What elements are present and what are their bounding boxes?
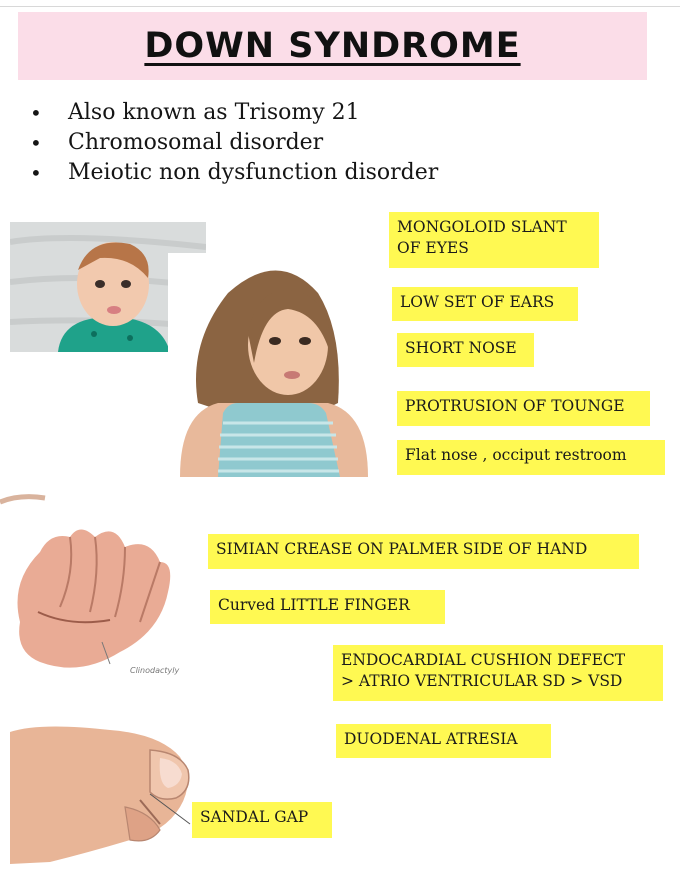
label-eyes: MONGOLOID SLANT OF EYES (389, 212, 599, 268)
bullet-dot-icon: • (30, 161, 42, 185)
bullet-item: • Also known as Trisomy 21 (30, 98, 438, 128)
label-sandal-gap: SANDAL GAP (192, 802, 332, 838)
top-divider (0, 6, 680, 7)
page-title: DOWN SYNDROME (144, 26, 521, 66)
bullet-list (30, 98, 438, 188)
label-cardiac-defect: ENDOCARDIAL CUSHION DEFECT > ATRIO VENTRICULAR SD > VSD (333, 645, 663, 701)
label-little-finger: Curved LITTLE FINGER (210, 590, 445, 624)
bullet-dot-icon: • (30, 101, 42, 125)
label-flat-nose: Flat nose , occiput restroom (397, 440, 665, 475)
label-duodenal: DUODENAL ATRESIA (336, 724, 551, 758)
hand-illustration (0, 492, 200, 682)
bullet-item: • Meiotic non dysfunction disorder (30, 158, 438, 188)
bullet-item: • Chromosomal disorder (30, 128, 438, 158)
title-banner (18, 12, 647, 80)
foot-illustration (0, 712, 200, 870)
label-short-nose: SHORT NOSE (397, 333, 534, 367)
label-simian-crease: SIMIAN CREASE ON PALMER SIDE OF HAND (208, 534, 639, 569)
girl-photo (168, 253, 378, 477)
bullet-dot-icon: • (30, 131, 42, 155)
hand-caption: Clinodactyly (130, 666, 180, 675)
label-tongue: PROTRUSION OF TOUNGE (397, 391, 650, 426)
label-ears: LOW SET OF EARS (392, 287, 578, 321)
